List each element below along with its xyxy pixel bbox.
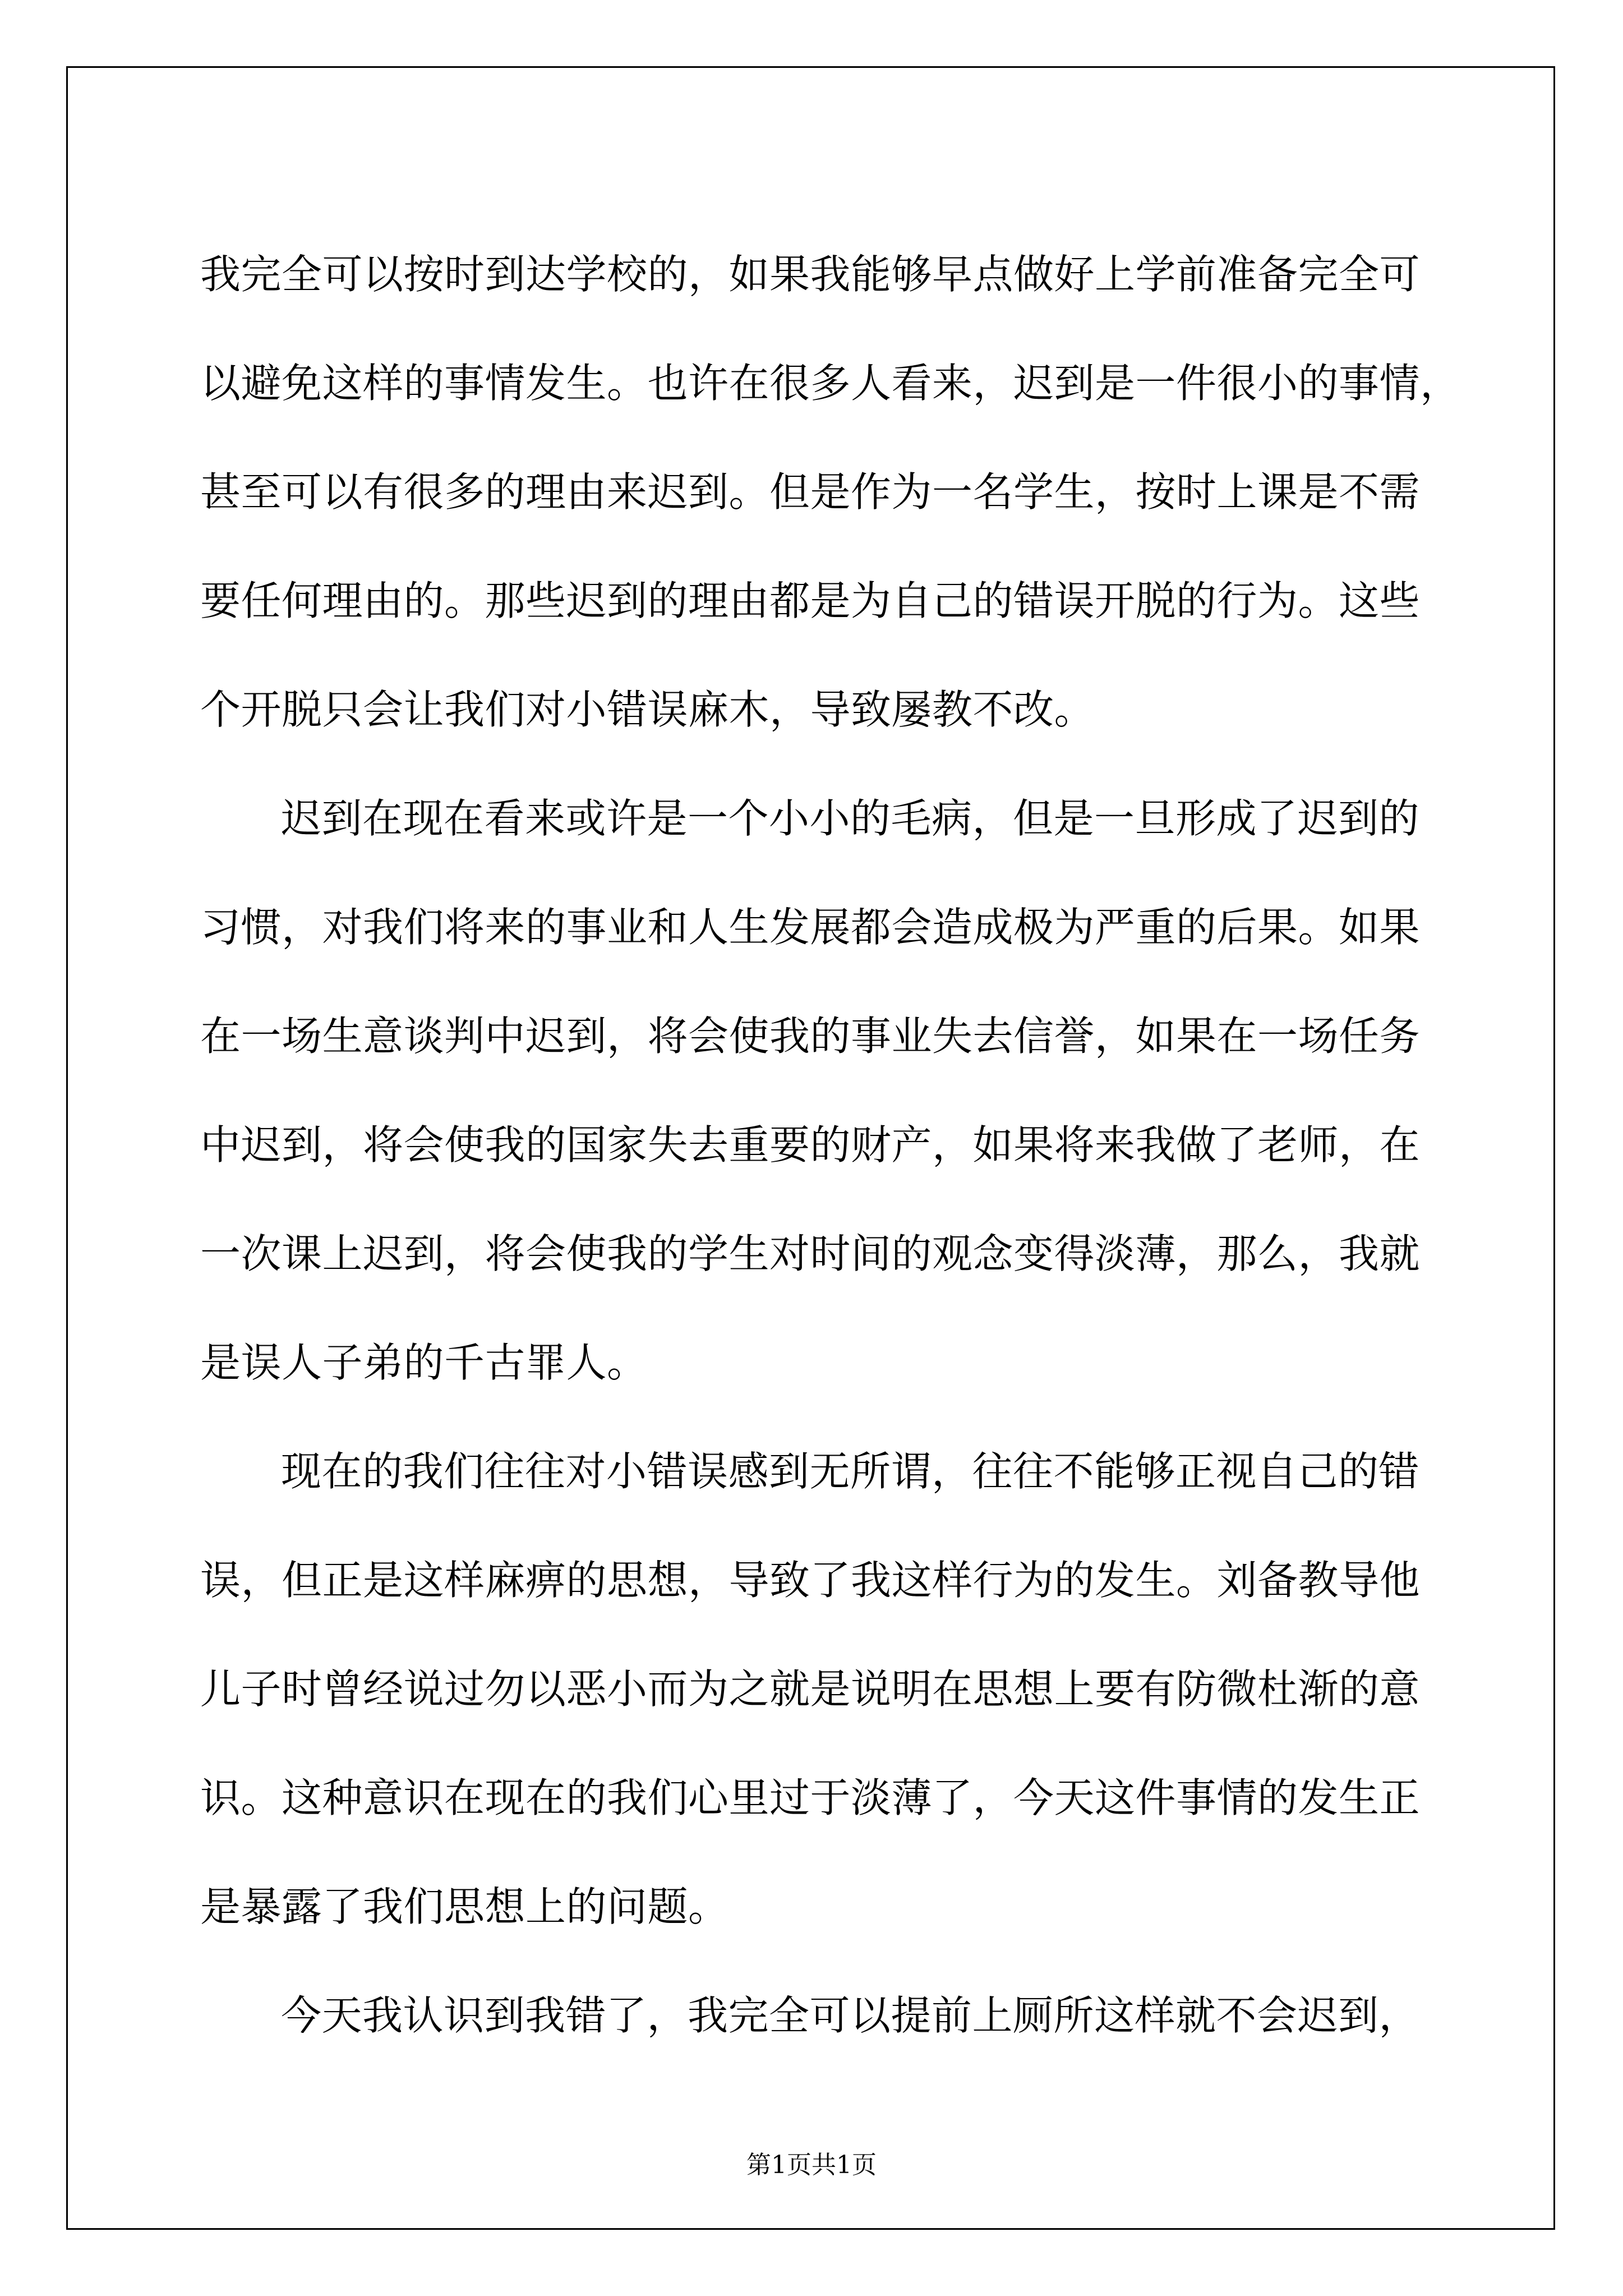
text-line-5: 个开脱只会让我们对小错误麻木，导致屡教不改。: [200, 686, 1095, 733]
text-line-17: 今天我认识到我错了，我完全可以提前上厕所这样就不会迟到，: [281, 1992, 1420, 2039]
text-line-4: 要任何理由的。那些迟到的理由都是为自己的错误开脱的行为。这些: [200, 577, 1421, 624]
page-number: 第1页: [746, 2151, 811, 2179]
text-line-6: 迟到在现在看来或许是一个小小的毛病，但是一旦形成了迟到的: [281, 795, 1420, 842]
text-line-7: 习惯，对我们将来的事业和人生发展都会造成极为严重的后果。如果: [200, 904, 1421, 951]
text-line-15: 识。这种意识在现在的我们心里过于淡薄了，今天这件事情的发生正: [200, 1774, 1421, 1821]
text-line-3: 甚至可以有很多的理由来迟到。但是作为一名学生，按时上课是不需: [200, 468, 1421, 516]
text-line-12: 现在的我们往往对小错误感到无所谓，往往不能够正视自己的错: [281, 1448, 1420, 1495]
page-footer: [0, 2148, 1623, 2182]
text-line-16: 是暴露了我们思想上的问题。: [200, 1883, 729, 1930]
page-total: 共1页: [811, 2151, 877, 2179]
text-line-11: 是误人子弟的千古罪人。: [200, 1339, 648, 1386]
text-line-2: 以避免这样的事情发生。也许在很多人看来，迟到是一件很小的事情，: [200, 360, 1461, 407]
text-line-1: 我完全可以按时到达学校的，如果我能够早点做好上学前准备完全可: [200, 251, 1421, 298]
text-line-9: 中迟到，将会使我的国家失去重要的财产，如果将来我做了老师，在: [200, 1121, 1421, 1168]
text-line-10: 一次课上迟到，将会使我的学生对时间的观念变得淡薄，那么，我就: [200, 1230, 1421, 1277]
text-line-14: 儿子时曾经说过勿以恶小而为之就是说明在思想上要有防微杜渐的意: [200, 1665, 1421, 1713]
text-line-8: 在一场生意谈判中迟到，将会使我的事业失去信誉，如果在一场任务: [200, 1013, 1421, 1060]
document-body: [200, 220, 1461, 2070]
text-line-13: 误，但正是这样麻痹的思想，导致了我这样行为的发生。刘备教导他: [200, 1557, 1421, 1604]
